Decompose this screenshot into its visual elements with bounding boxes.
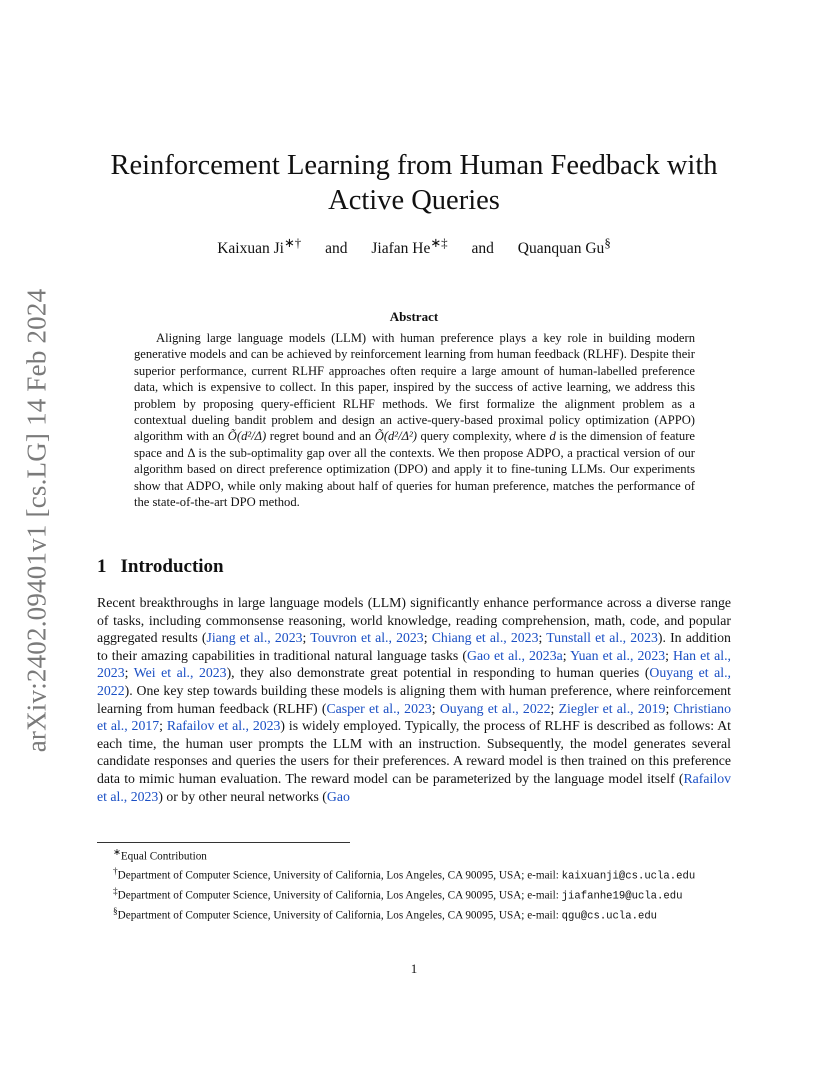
author-name: Jiafan He xyxy=(371,240,431,258)
citation-sep: ; xyxy=(538,630,547,646)
citation-link[interactable]: Rafailov et al., 2023 xyxy=(97,770,731,804)
citation-sep: ; xyxy=(665,700,674,716)
citation-link[interactable]: Ouyang et al., 2022 xyxy=(439,700,551,716)
body-text: ) or by other neural networks ( xyxy=(158,788,327,804)
paper-title xyxy=(100,148,728,218)
citation-sep: ; xyxy=(550,700,559,716)
citation-link[interactable]: Gao xyxy=(326,788,350,804)
citation-link[interactable]: Christiano et al., 2017 xyxy=(97,700,731,734)
footnote-text: Department of Computer Science, University of California, Los Angeles, CA 90095, USA; e-mail: xyxy=(117,909,562,922)
footnote-rule xyxy=(97,842,350,843)
footnote xyxy=(97,885,731,905)
citation-link[interactable]: Rafailov et al., 2023 xyxy=(166,718,281,734)
abstract-text: regret bound and an xyxy=(266,429,375,444)
footnote-mark: † xyxy=(113,866,118,877)
footnote xyxy=(97,846,731,865)
citation-link[interactable]: Casper et al., 2023 xyxy=(326,700,432,716)
arxiv-sidebar-stamp xyxy=(20,285,54,755)
page-number: 1 xyxy=(410,961,418,976)
footnote-email: jiafanhe19@ucla.edu xyxy=(561,890,683,903)
author-name: Kaixuan Ji xyxy=(217,240,284,258)
math-expr: Õ(d²/Δ) xyxy=(227,429,267,444)
introduction-paragraph xyxy=(97,594,731,805)
footnote-mark: ‡ xyxy=(113,886,118,897)
footnotes xyxy=(97,846,731,925)
author-marks: ∗† xyxy=(283,235,302,250)
arxiv-id: arXiv:2402.09401v1 [cs.LG] 14 Feb 2024 xyxy=(21,288,52,752)
footnote xyxy=(97,865,731,885)
abstract-heading: Abstract xyxy=(389,309,439,324)
title-line-2: Active Queries xyxy=(328,185,500,216)
author-marks: ∗‡ xyxy=(430,235,448,250)
footnote-text: Department of Computer Science, University of California, Los Angeles, CA 90095, USA; e-mail: xyxy=(117,889,562,902)
body-text: ). In addition to their amazing capabilities in traditional natural language tasks ( xyxy=(97,630,731,663)
citation-link[interactable]: Gao et al., 2023a xyxy=(466,647,563,663)
citation-link[interactable]: Ouyang et al., 2022 xyxy=(97,665,731,698)
abstract-text: Aligning large language models (LLM) with human preference plays a key role in building modern generative models and can be achieved by reinforcement learning from human feedback (RLHF). Despite their superior performance, current RLHF approaches often require a large amount of human-labelled preference data, which is expensive to collect. In this paper, inspired by the success of active learning, we address this problem by proposing query-efficient RLHF methods. We first formalize the alignment problem as a contextual dueling bandit problem and design an active-query-based proximal policy optimization (APPO) algorithm with an xyxy=(134,331,695,444)
citation-sep: ; xyxy=(431,700,440,716)
citation-sep: ; xyxy=(562,647,571,663)
footnote-text: Equal Contribution xyxy=(120,850,207,863)
citation-sep: ; xyxy=(423,630,432,646)
abstract-text: is the dimension of feature space and Δ is the sub-optimality gap over all the contexts. We then propose ADPO, a practical version of our algorithm based on direct preference optimization (DPO) and apply it to fine-tuning LLMs. Our experiments show that ADPO, while only making about half of queries for human preference, matches the performance of the state-of-the-art DPO method. xyxy=(134,429,695,510)
author-separator: and xyxy=(471,240,494,258)
math-expr: Õ(d²/Δ²) xyxy=(374,429,417,444)
citation-link[interactable]: Ziegler et al., 2019 xyxy=(558,700,666,716)
section-number: 1 xyxy=(97,556,107,577)
footnote-email: qgu@cs.ucla.edu xyxy=(561,910,658,923)
author-name: Quanquan Gu xyxy=(517,240,605,258)
footnote-mark: § xyxy=(113,906,118,917)
author-marks: § xyxy=(604,235,611,250)
section-heading xyxy=(97,556,224,578)
citation-sep: ; xyxy=(665,647,674,663)
citation-sep: ; xyxy=(159,718,167,734)
section-title: Introduction xyxy=(120,556,224,577)
abstract-text: query complexity, where xyxy=(416,429,550,444)
body-text: ) is widely employed. Typically, the process of RLHF is described as follows: At each time, the human user prompts the LLM with an instruction. Subsequently, the model generates several candidate responses and queries the users for their preferences. A reward model is then trained on this preference data to mimic human evaluation. The reward model can be parameterized by the language model itself ( xyxy=(97,718,731,786)
math-expr: d xyxy=(549,429,556,444)
citation-link[interactable]: Wei et al., 2023 xyxy=(133,665,227,681)
citation-link[interactable]: Chiang et al., 2023 xyxy=(431,630,539,646)
author-list xyxy=(100,235,728,258)
footnote-text: Department of Computer Science, University of California, Los Angeles, CA 90095, USA; e-mail: xyxy=(117,869,562,882)
citation-sep: ; xyxy=(124,665,134,681)
body-text: Recent breakthroughs in large language models (LLM) significantly enhance performance across a diverse range of tasks, including commonsense reasoning, world knowledge, reading comprehension, math, code, and popular aggregated results ( xyxy=(97,595,731,646)
citation-link[interactable]: Tunstall et al., 2023 xyxy=(546,630,658,646)
abstract-body xyxy=(134,330,695,510)
citation-link[interactable]: Han et al., 2023 xyxy=(97,647,731,681)
footnote xyxy=(97,905,731,925)
author-separator: and xyxy=(325,240,348,258)
citation-link[interactable]: Jiang et al., 2023 xyxy=(206,630,303,646)
title-line-1: Reinforcement Learning from Human Feedback with xyxy=(110,150,718,181)
citation-sep: ; xyxy=(302,630,311,646)
body-text: ). One key step towards building these models is aligning them with human preference, where reinforcement learning from human feedback (RLHF) ( xyxy=(97,682,731,716)
body-text: ), they also demonstrate great potential in responding to human queries ( xyxy=(226,665,650,681)
citation-link[interactable]: Yuan et al., 2023 xyxy=(570,647,666,663)
citation-link[interactable]: Touvron et al., 2023 xyxy=(310,630,424,646)
footnote-mark: ∗ xyxy=(113,848,121,858)
footnote-email: kaixuanji@cs.ucla.edu xyxy=(561,870,696,883)
